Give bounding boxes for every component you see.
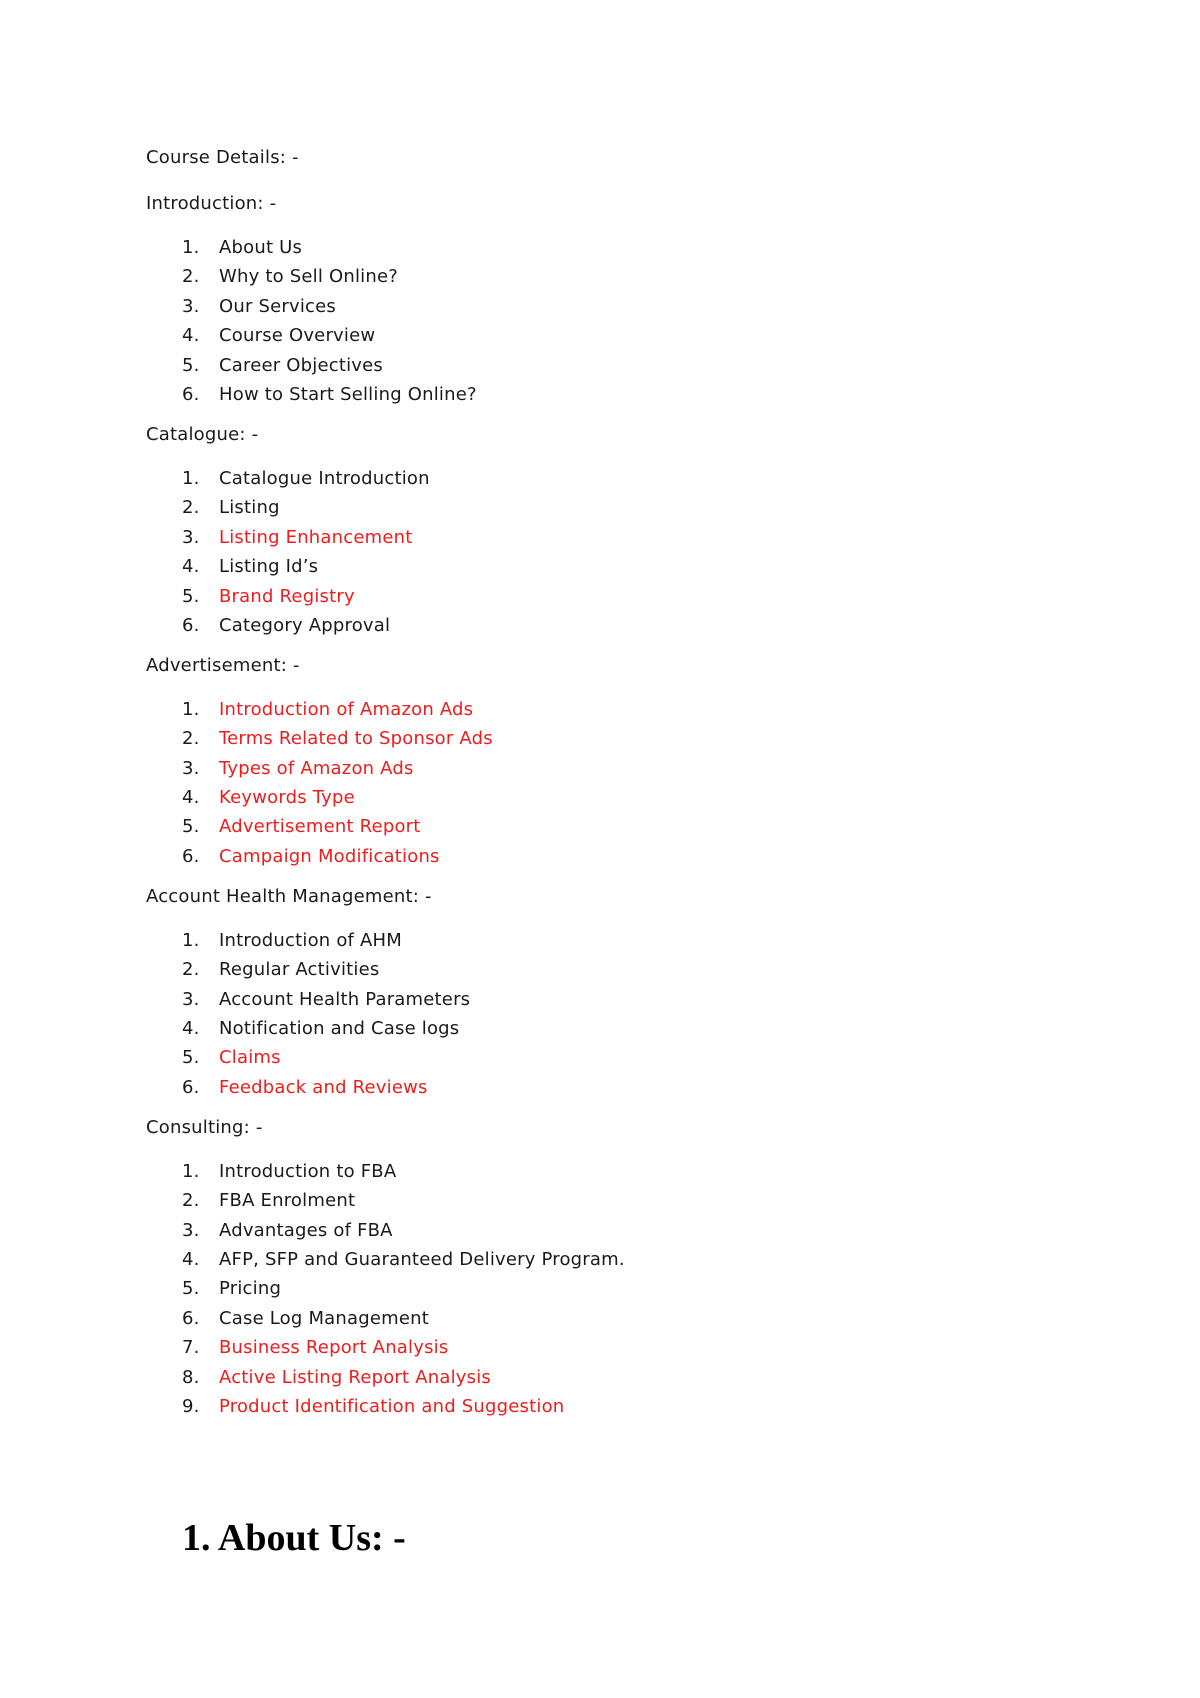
list-item-number: 4.	[182, 787, 200, 809]
list-item-text: Listing Enhancement	[219, 526, 413, 548]
list-item-number: 2.	[182, 728, 200, 750]
list-item	[146, 1366, 1066, 1390]
section-list-consulting	[146, 1160, 1066, 1419]
list-item-text: Campaign Modifications	[219, 845, 440, 867]
list-item	[146, 786, 1066, 810]
list-item	[146, 1160, 1066, 1184]
list-item-number: 3.	[182, 988, 200, 1010]
list-item-number: 8.	[182, 1366, 200, 1388]
list-item	[146, 1307, 1066, 1331]
list-item-text: Active Listing Report Analysis	[219, 1366, 491, 1388]
list-item-text: Introduction to FBA	[219, 1160, 397, 1182]
list-item	[146, 1248, 1066, 1272]
document-content	[146, 146, 1066, 1435]
list-item-number: 4.	[182, 556, 200, 578]
section-heading-introduction: Introduction: -	[146, 193, 277, 214]
list-item-text: Why to Sell Online?	[219, 266, 399, 288]
list-item-number: 1.	[182, 1160, 200, 1182]
list-item	[146, 614, 1066, 638]
list-item-number: 6.	[182, 845, 200, 867]
list-item-text: Feedback and Reviews	[219, 1076, 428, 1098]
list-item-text: Introduction of AHM	[219, 929, 402, 951]
list-item-number: 5.	[182, 1278, 200, 1300]
list-item-number: 3.	[182, 1219, 200, 1241]
list-item-text: Introduction of Amazon Ads	[219, 698, 474, 720]
section-heading-consulting: Consulting: -	[146, 1116, 263, 1138]
list-item-text: Catalogue Introduction	[219, 467, 430, 489]
list-item-text: Notification and Case logs	[219, 1018, 460, 1040]
list-item-text: Advertisement Report	[219, 816, 421, 838]
list-item-text: Terms Related to Sponsor Ads	[219, 728, 493, 750]
course-details-title: Course Details: -	[146, 147, 299, 168]
list-item	[146, 324, 1066, 348]
list-item-text: About Us	[219, 237, 303, 258]
list-item	[146, 757, 1066, 781]
list-item-text: Business Report Analysis	[219, 1337, 449, 1359]
list-item-text: Advantages of FBA	[219, 1219, 393, 1241]
list-item-text: Claims	[219, 1047, 281, 1069]
list-item-number: 4.	[182, 1248, 200, 1270]
list-item-number: 7.	[182, 1337, 200, 1359]
list-item	[146, 585, 1066, 609]
list-item	[146, 1046, 1066, 1070]
list-item-text: Regular Activities	[219, 959, 380, 981]
list-item	[146, 236, 1066, 260]
list-item-text: Course Overview	[219, 325, 376, 347]
list-item-number: 6.	[182, 614, 200, 636]
section-heading-advertisement: Advertisement: -	[146, 654, 300, 676]
list-item	[146, 727, 1066, 751]
section-list-catalogue	[146, 467, 1066, 638]
list-item	[146, 929, 1066, 953]
list-item-text: Career Objectives	[219, 354, 384, 376]
about-us-heading: 1. About Us: -	[182, 1517, 406, 1559]
list-item-number: 2.	[182, 959, 200, 981]
section-list-account-health	[146, 929, 1066, 1100]
list-item	[146, 526, 1066, 550]
list-item-text: Listing Id’s	[219, 556, 319, 578]
list-item	[146, 845, 1066, 869]
list-item	[146, 1076, 1066, 1100]
list-item-number: 5.	[182, 1047, 200, 1069]
list-item-text: Our Services	[219, 295, 337, 317]
section-list-introduction	[146, 236, 1066, 407]
list-item-number: 2.	[182, 266, 200, 288]
list-item	[146, 383, 1066, 407]
list-item	[146, 698, 1066, 722]
list-item-number: 1.	[182, 467, 200, 489]
list-item-number: 1.	[182, 929, 200, 951]
list-item-number: 6.	[182, 383, 200, 405]
list-item	[146, 1336, 1066, 1360]
list-item-text: Keywords Type	[219, 787, 355, 809]
list-item-text: Category Approval	[219, 614, 391, 636]
list-item	[146, 1277, 1066, 1301]
list-item	[146, 265, 1066, 289]
list-item-number: 2.	[182, 497, 200, 519]
list-item	[146, 988, 1066, 1012]
list-item-text: How to Start Selling Online?	[219, 383, 477, 405]
list-item-number: 4.	[182, 1018, 200, 1040]
list-item-number: 5.	[182, 816, 200, 838]
list-item	[146, 496, 1066, 520]
list-item	[146, 1395, 1066, 1419]
list-item	[146, 354, 1066, 378]
list-item-number: 6.	[182, 1307, 200, 1329]
list-item-text: Pricing	[219, 1278, 282, 1300]
list-item-number: 6.	[182, 1076, 200, 1098]
list-item-number: 5.	[182, 354, 200, 376]
list-item-text: Brand Registry	[219, 585, 355, 607]
list-item	[146, 295, 1066, 319]
list-item-text: Case Log Management	[219, 1307, 430, 1329]
list-item-number: 1.	[182, 237, 200, 258]
list-item-text: Product Identification and Suggestion	[219, 1395, 565, 1417]
list-item-number: 9.	[182, 1395, 200, 1417]
list-item-number: 3.	[182, 526, 200, 548]
list-item	[146, 1219, 1066, 1243]
list-item-text: Types of Amazon Ads	[219, 757, 414, 779]
list-item-number: 3.	[182, 757, 200, 779]
list-item-number: 2.	[182, 1190, 200, 1212]
list-item-number: 1.	[182, 698, 200, 720]
list-item	[146, 1017, 1066, 1041]
list-item-text: FBA Enrolment	[219, 1190, 356, 1212]
list-item	[146, 1189, 1066, 1213]
list-item-number: 4.	[182, 325, 200, 347]
list-item-number: 5.	[182, 585, 200, 607]
list-item-number: 3.	[182, 295, 200, 317]
list-item	[146, 555, 1066, 579]
section-list-advertisement	[146, 698, 1066, 869]
list-item-text: Account Health Parameters	[219, 988, 471, 1010]
list-item	[146, 958, 1066, 982]
section-heading-catalogue: Catalogue: -	[146, 423, 259, 445]
list-item	[146, 815, 1066, 839]
list-item	[146, 467, 1066, 491]
section-heading-account-health: Account Health Management: -	[146, 885, 432, 907]
list-item-text: Listing	[219, 497, 280, 519]
list-item-text: AFP, SFP and Guaranteed Delivery Program.	[219, 1248, 625, 1270]
